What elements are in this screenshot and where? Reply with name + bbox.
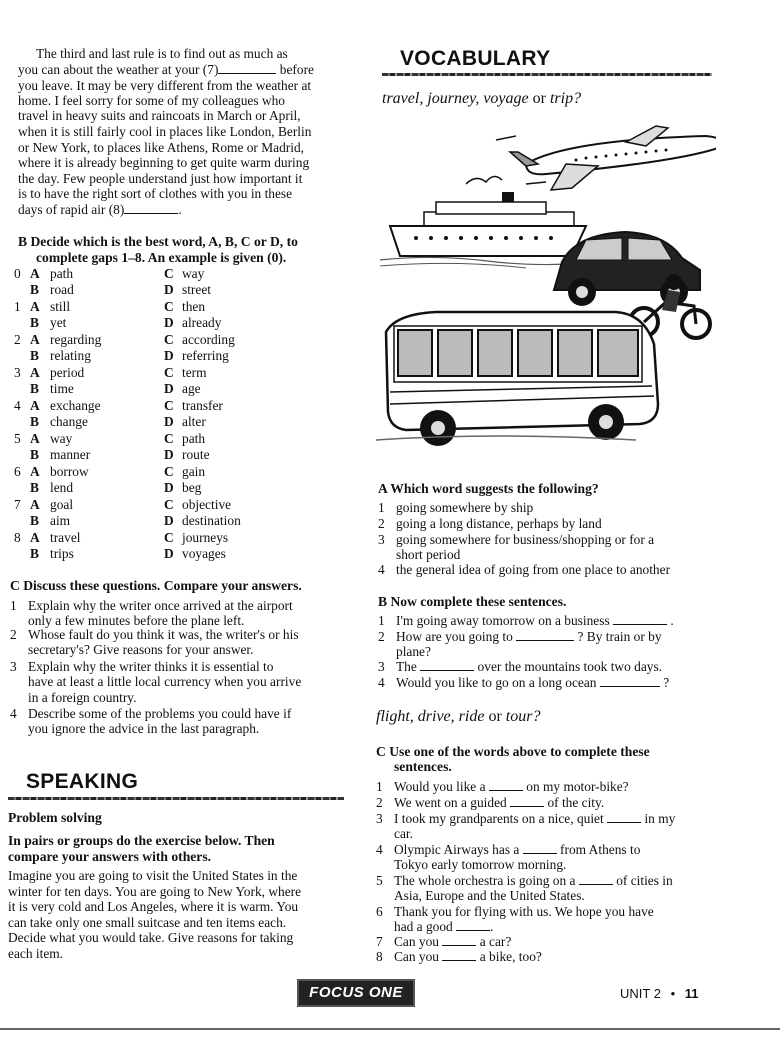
item-number: 5	[376, 873, 383, 888]
option-letter: B	[30, 315, 39, 330]
item-text: The	[396, 659, 417, 674]
option-letter: B	[30, 447, 39, 462]
answer-blank	[420, 659, 474, 671]
question-text: you ignore the advice in the last paragraph.	[28, 721, 260, 737]
option-number: 7	[14, 497, 21, 512]
option-letter: B	[30, 480, 39, 495]
option-letter: D	[164, 348, 174, 363]
gap-7-blank	[218, 62, 276, 74]
speaking-title: SPEAKING	[26, 770, 139, 793]
item-text: Would you like to go on a long ocean	[396, 675, 597, 690]
reading-line: where it is already beginning to get quite warm during	[18, 155, 310, 170]
option-letter: C	[164, 365, 174, 380]
reading-line: you can about the weather at your (7) before	[18, 62, 314, 77]
item-number: 2	[376, 795, 383, 810]
option-row	[14, 398, 374, 414]
option-number: 8	[14, 530, 21, 545]
speaking-line: each item.	[8, 946, 64, 961]
vocab-exercise-b-heading: B Now complete these sentences.	[378, 594, 567, 609]
option-number: 4	[14, 398, 21, 413]
question-text: Describe some of the problems you could have if	[28, 706, 292, 721]
item-text: going somewhere by ship	[396, 500, 534, 515]
option-row	[14, 414, 374, 430]
option-row	[14, 299, 374, 315]
reading-line: the day. Few people understand just how important it	[18, 171, 303, 186]
speaking-line: it is very cold and Los Angeles, where it is warm. You	[8, 899, 299, 915]
item-text: of cities in	[616, 873, 673, 888]
reading-line: is to have the right sort of clothes with you in these	[18, 186, 293, 201]
item-number: 3	[376, 811, 383, 826]
answer-blank	[579, 873, 613, 885]
option-letter: B	[30, 414, 39, 429]
option-letter: A	[30, 365, 40, 380]
question-text: Explain why the writer thinks it is essential to	[28, 659, 274, 674]
option-d: already	[182, 315, 222, 330]
option-a: borrow	[50, 464, 89, 479]
item-sentence	[394, 779, 629, 794]
option-number: 3	[14, 365, 21, 380]
option-b: yet	[50, 315, 67, 330]
speaking-line: Imagine you are going to visit the United States in the	[8, 868, 298, 883]
item-text: of the city.	[547, 795, 605, 810]
item-sentence	[396, 629, 662, 644]
option-letter: D	[164, 315, 174, 330]
item-sentence	[394, 904, 654, 919]
reading-line: home. I feel sorry for some of my colleagues who	[18, 93, 285, 108]
option-a: exchange	[50, 398, 101, 413]
answer-blank	[510, 795, 544, 807]
item-text: Tokyo early tomorrow morning.	[394, 857, 567, 872]
option-d: beg	[182, 480, 202, 495]
option-letter: B	[30, 513, 39, 528]
option-row	[14, 530, 374, 546]
item-number: 8	[376, 949, 383, 964]
option-number: 6	[14, 464, 21, 479]
airplane-icon	[496, 126, 716, 190]
gap-8-blank	[124, 202, 178, 214]
option-a: period	[50, 365, 85, 380]
item-text: .	[490, 919, 494, 934]
item-sentence	[394, 873, 673, 888]
option-row	[14, 464, 374, 480]
option-b: time	[50, 381, 74, 396]
reading-line: The third and last rule is to find out as much as	[36, 46, 288, 61]
transport-illustration	[376, 122, 716, 452]
option-row	[14, 332, 374, 348]
exercise-c-heading: C Discuss these questions. Compare your answers.	[10, 578, 302, 593]
vocabulary-rule	[382, 73, 712, 76]
option-letter: A	[30, 497, 40, 512]
item-text: in my	[644, 811, 676, 826]
option-d: age	[182, 381, 201, 396]
item-number: 1	[376, 779, 383, 794]
option-letter: C	[164, 398, 174, 413]
item-text: Can you	[394, 949, 440, 964]
exercise-b-heading: B Decide which is the best word, A, B, C or D, to	[18, 234, 298, 249]
reading-line: days of rapid air (8) .	[18, 202, 182, 217]
answer-blank	[442, 934, 476, 946]
item-number: 1	[378, 613, 385, 628]
vocabulary-title: VOCABULARY	[400, 47, 551, 70]
reading-line: when it is still fairly cool in places like London, Berlin	[18, 124, 312, 139]
item-text: ?	[663, 675, 670, 690]
option-b: aim	[50, 513, 71, 528]
option-c: objective	[182, 497, 232, 512]
option-a: travel	[50, 530, 81, 545]
item-text: .	[670, 613, 674, 628]
option-letter: A	[30, 299, 40, 314]
option-row	[14, 497, 374, 513]
item-sentence	[394, 934, 511, 949]
item-text: Olympic Airways has a	[394, 842, 520, 857]
reading-line: travel in heavy suits and raincoats in March or April,	[18, 108, 301, 123]
reading-line: you leave. It may be very different from the weather at	[18, 78, 312, 93]
item-number: 6	[376, 904, 383, 919]
option-d: destination	[182, 513, 241, 528]
item-text: plane?	[396, 644, 431, 659]
option-number: 2	[14, 332, 21, 347]
option-row	[14, 513, 374, 529]
question-text: have at least a little local currency when you arrive	[28, 674, 302, 690]
option-letter: A	[30, 530, 40, 545]
speaking-line: can take only one small suitcase and ten items each.	[8, 914, 287, 930]
item-text: had a good	[394, 919, 453, 934]
item-text: going a long distance, perhaps by land	[396, 516, 602, 531]
question-text: Explain why the writer once arrived at the airport	[28, 598, 293, 613]
focus-one-badge: FOCUS ONE	[297, 979, 415, 1007]
option-letter: B	[30, 381, 39, 396]
item-text: Would you like a	[394, 779, 486, 794]
option-b: trips	[50, 546, 74, 561]
option-row	[14, 315, 374, 331]
vocabulary-subtitle-2: flight, drive, ride or tour?	[376, 708, 541, 725]
option-letter: C	[164, 497, 174, 512]
option-letter: D	[164, 414, 174, 429]
page-footer: UNIT 2 • 11	[620, 986, 699, 1001]
item-text: from Athens to	[560, 842, 641, 857]
speaking-rule	[8, 797, 344, 800]
question-text: Whose fault do you think it was, the writer's or his	[28, 627, 299, 642]
item-text: I'm going away tomorrow on a business	[396, 613, 610, 628]
option-letter: D	[164, 381, 174, 396]
item-sentence	[396, 613, 674, 628]
option-letter: A	[30, 464, 40, 479]
option-letter: B	[30, 282, 39, 297]
answer-blank	[456, 919, 490, 931]
option-c: term	[182, 365, 207, 380]
option-c: then	[182, 299, 206, 314]
answer-blank	[516, 629, 574, 641]
item-number: 4	[378, 675, 385, 690]
item-text: over the mountains took two days.	[477, 659, 663, 674]
speaking-instruction: In pairs or groups do the exercise below. Then	[8, 833, 275, 848]
option-c: path	[182, 431, 206, 446]
speaking-line: winter for ten days. You are going to New York, where	[8, 883, 302, 899]
option-letter: D	[164, 513, 174, 528]
option-d: referring	[182, 348, 229, 363]
option-c: according	[182, 332, 235, 347]
option-row	[14, 480, 374, 496]
vocab-exercise-c-heading: C Use one of the words above to complete these	[376, 744, 650, 759]
option-row	[14, 447, 374, 463]
option-c: transfer	[182, 398, 223, 413]
option-letter: D	[164, 447, 174, 462]
option-b: road	[50, 282, 74, 297]
question-text: in a foreign country.	[28, 689, 137, 705]
option-row	[14, 348, 374, 364]
speaking-instruction: compare your answers with others.	[8, 849, 212, 864]
answer-blank	[489, 779, 523, 791]
option-letter: B	[30, 546, 39, 561]
question-number: 2	[10, 627, 17, 642]
option-number: 0	[14, 266, 21, 281]
item-sentence	[394, 795, 604, 810]
item-text: How are you going to	[396, 629, 513, 644]
item-text: short period	[396, 547, 461, 562]
option-letter: D	[164, 546, 174, 561]
item-number: 7	[376, 934, 383, 949]
item-sentence	[394, 949, 542, 964]
option-d: alter	[182, 414, 206, 429]
item-sentence	[396, 659, 662, 674]
option-a: goal	[50, 497, 74, 512]
option-c: way	[182, 266, 205, 281]
option-a: way	[50, 431, 73, 446]
option-letter: D	[164, 480, 174, 495]
option-b: lend	[50, 480, 74, 495]
option-letter: A	[30, 431, 40, 446]
item-sentence	[394, 919, 493, 934]
option-b: manner	[50, 447, 91, 462]
item-text: The whole orchestra is going on a	[394, 873, 576, 888]
option-letter: C	[164, 299, 174, 314]
option-letter: C	[164, 464, 174, 479]
item-number: 3	[378, 659, 385, 674]
item-number: 1	[378, 500, 385, 515]
option-letter: C	[164, 431, 174, 446]
answer-blank	[523, 842, 557, 854]
option-letter: A	[30, 398, 40, 413]
speaking-line: Decide what you would take. Give reasons for taking	[8, 930, 294, 946]
item-sentence	[394, 842, 640, 857]
option-row	[14, 546, 374, 562]
option-letter: A	[30, 266, 40, 281]
item-number: 4	[376, 842, 383, 857]
option-d: voyages	[182, 546, 226, 561]
option-a: path	[50, 266, 74, 281]
option-c: gain	[182, 464, 206, 479]
option-row	[14, 365, 374, 381]
option-row	[14, 381, 374, 397]
item-number: 4	[378, 562, 385, 577]
item-text: going somewhere for business/shopping or for a	[396, 532, 655, 547]
problem-solving-subhead: Problem solving	[8, 810, 102, 825]
item-sentence	[396, 675, 669, 690]
exercise-b-heading-line2: complete gaps 1–8. An example is given (0).	[36, 250, 287, 265]
vocabulary-subtitle: travel, journey, voyage or trip?	[382, 90, 582, 107]
item-text: ? By train or by	[577, 629, 662, 644]
item-sentence	[394, 811, 675, 826]
item-text: We went on a guided	[394, 795, 507, 810]
item-text: car.	[394, 826, 413, 841]
option-row	[14, 282, 374, 298]
vocab-exercise-a-heading: A Which word suggests the following?	[378, 481, 599, 496]
item-text: the general idea of going from one place to another	[396, 562, 671, 577]
option-letter: C	[164, 530, 174, 545]
option-letter: A	[30, 332, 40, 347]
option-row	[14, 431, 374, 447]
answer-blank	[600, 675, 660, 687]
item-text: I took my grandparents on a nice, quiet	[394, 811, 604, 826]
item-number: 3	[378, 532, 385, 547]
option-d: route	[182, 447, 210, 462]
bottom-border	[0, 1028, 780, 1030]
answer-blank	[442, 949, 476, 961]
question-text: only a few minutes before the plane left.	[28, 613, 245, 629]
item-number: 2	[378, 629, 385, 644]
item-number: 2	[378, 516, 385, 531]
item-text: Thank you for flying with us. We hope you have	[394, 904, 654, 919]
question-number: 3	[10, 659, 17, 674]
option-row	[14, 266, 374, 282]
bus-icon	[376, 312, 658, 446]
answer-blank	[613, 613, 667, 625]
vocab-exercise-c-heading-line2: sentences.	[394, 759, 452, 774]
item-text: Asia, Europe and the United States.	[394, 888, 585, 903]
option-a: still	[50, 299, 71, 314]
option-letter: D	[164, 282, 174, 297]
option-letter: C	[164, 332, 174, 347]
answer-blank	[607, 811, 641, 823]
item-text: a car?	[479, 934, 512, 949]
option-a: regarding	[50, 332, 102, 347]
option-d: street	[182, 282, 211, 297]
question-number: 4	[10, 706, 17, 721]
option-b: change	[50, 414, 88, 429]
option-letter: B	[30, 348, 39, 363]
option-number: 5	[14, 431, 21, 446]
item-text: Can you	[394, 934, 440, 949]
option-letter: C	[164, 266, 174, 281]
option-number: 1	[14, 299, 21, 314]
option-b: relating	[50, 348, 91, 363]
reading-line: or New York, to places like Athens, Rome or Madrid,	[18, 140, 305, 155]
item-text: on my motor-bike?	[526, 779, 629, 794]
item-text: a bike, too?	[479, 949, 542, 964]
question-number: 1	[10, 598, 17, 613]
option-c: journeys	[182, 530, 229, 545]
question-text: secretary's? Give reasons for your answer.	[28, 642, 254, 658]
